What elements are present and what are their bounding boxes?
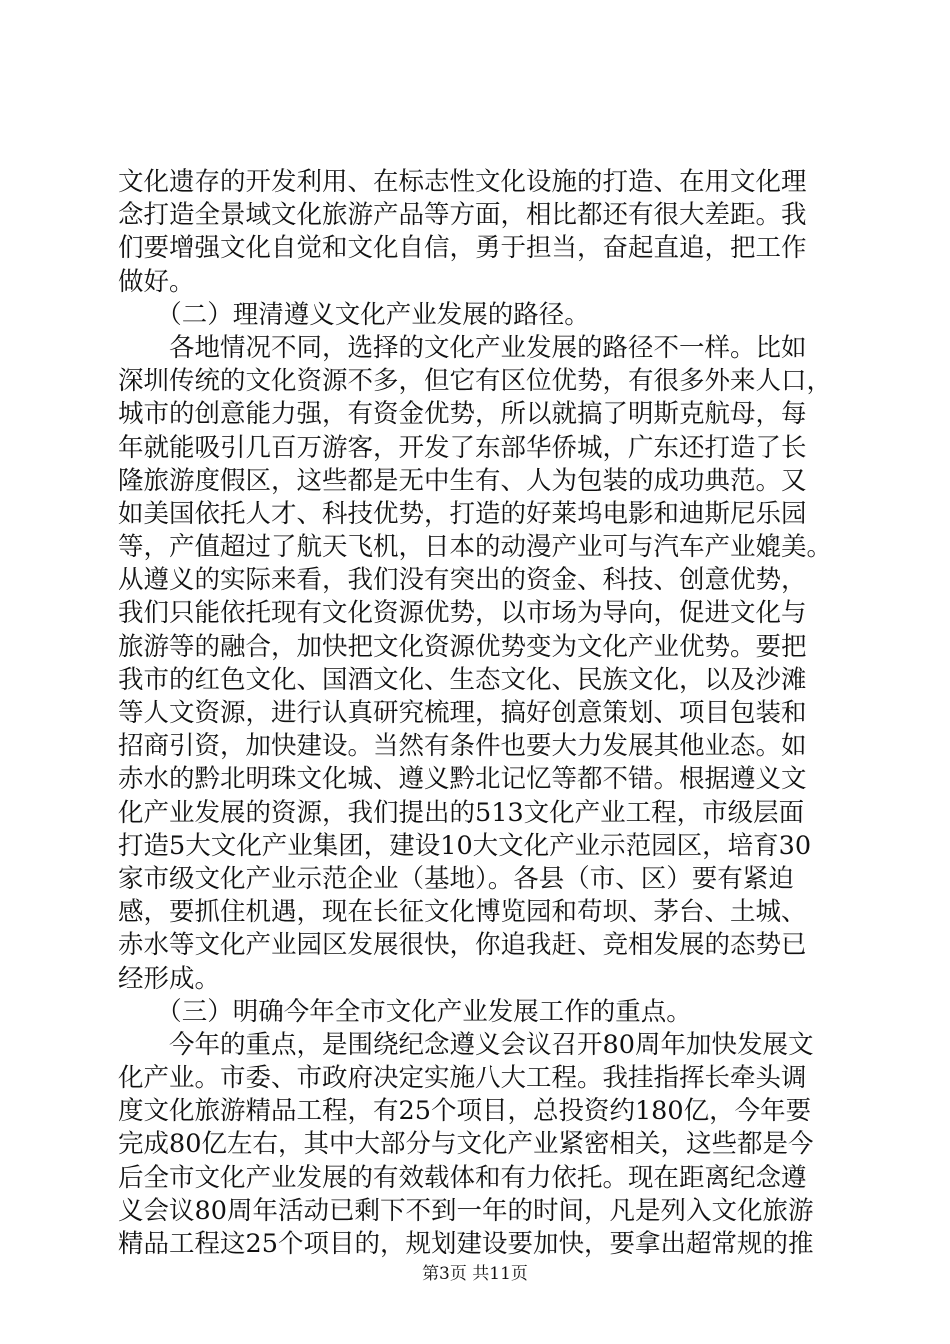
text-line: 家市级文化产业示范企业（基地）。各县（市、区）要有紧迫 (118, 863, 794, 894)
text-line: 等，产值超过了航天飞机，日本的动漫产业可与汽车产业媲美。 (118, 532, 833, 563)
text-line: 等人文资源，进行认真研究梳理，搞好创意策划、项目包装和 (118, 698, 807, 728)
text-line: 深圳传统的文化资源不多，但它有区位优势，有很多外来人口， (118, 366, 833, 397)
text-line: 年就能吸引几百万游客，开发了东部华侨城，广东还打造了长 (118, 432, 807, 463)
text-line: 赤水的黔北明珠文化城、遵义黔北记忆等都不错。根据遵义文 (118, 764, 807, 795)
text-line: 化产业。市委、市政府决定实施八大工程。我挂指挥长牵头调 (118, 1063, 807, 1094)
text-line: 旅游等的融合，加快把文化资源优势变为文化产业优势。要把 (118, 631, 807, 662)
text-line: 义会议80周年活动已剩下不到一年的时间，凡是列入文化旅游 (118, 1195, 814, 1226)
text-line: 感，要抓住机遇，现在长征文化博览园和苟坝、茅台、土城、 (118, 897, 807, 928)
text-line: 度文化旅游精品工程，有25个项目，总投资约180亿，今年要 (118, 1096, 812, 1127)
text-line: 们要增强文化自觉和文化自信，勇于担当，奋起直追，把工作 (118, 233, 807, 264)
section-heading-2: （二）理清遵义文化产业发展的路径。 (118, 299, 590, 330)
text-line: 文化遗存的开发利用、在标志性文化设施的打造、在用文化理 (118, 167, 807, 197)
text-line: 赤水等文化产业园区发展很快，你追我赶、竞相发展的态势已 (118, 930, 807, 961)
text-line: 隆旅游度假区，这些都是无中生有、人为包装的成功典范。又 (118, 465, 807, 496)
text-line: 后全市文化产业发展的有效载体和有力依托。现在距离纪念遵 (118, 1162, 807, 1193)
text-line: 招商引资，加快建设。当然有条件也要大力发展其他业态。如 (118, 731, 807, 762)
text-line: 今年的重点，是围绕纪念遵义会议召开80周年加快发展文 (118, 1029, 814, 1060)
document-body (118, 166, 838, 1261)
text-line: 完成80亿左右，其中大部分与文化产业紧密相关，这些都是今 (118, 1129, 814, 1160)
page-number-footer: 第3页 共11页 (422, 1264, 528, 1284)
text-line: 经形成。 (118, 963, 221, 994)
text-line: 我市的红色文化、国酒文化、生态文化、民族文化，以及沙滩 (118, 664, 807, 695)
text-line: 念打造全景域文化旅游产品等方面，相比都还有很大差距。我 (118, 200, 807, 231)
text-line: 精品工程这25个项目的，规划建设要加快，要拿出超常规的推 (118, 1229, 814, 1259)
text-line: 化产业发展的资源，我们提出的513文化产业工程，市级层面 (118, 797, 805, 828)
text-line: 我们只能依托现有文化资源优势，以市场为导向，促进文化与 (118, 598, 807, 629)
text-line: 如美国依托人才、科技优势，打造的好莱坞电影和迪斯尼乐园 (118, 498, 807, 529)
text-line: 打造5大文化产业集团，建设10大文化产业示范园区，培育30 (118, 830, 812, 861)
text-line: 各地情况不同，选择的文化产业发展的路径不一样。比如 (118, 332, 807, 363)
text-line: 从遵义的实际来看，我们没有突出的资金、科技、创意优势， (118, 565, 807, 596)
text-line: 城市的创意能力强，有资金优势，所以就搞了明斯克航母，每 (118, 399, 807, 430)
section-heading-3: （三）明确今年全市文化产业发展工作的重点。 (118, 996, 692, 1027)
text-line: 做好。 (118, 266, 195, 297)
